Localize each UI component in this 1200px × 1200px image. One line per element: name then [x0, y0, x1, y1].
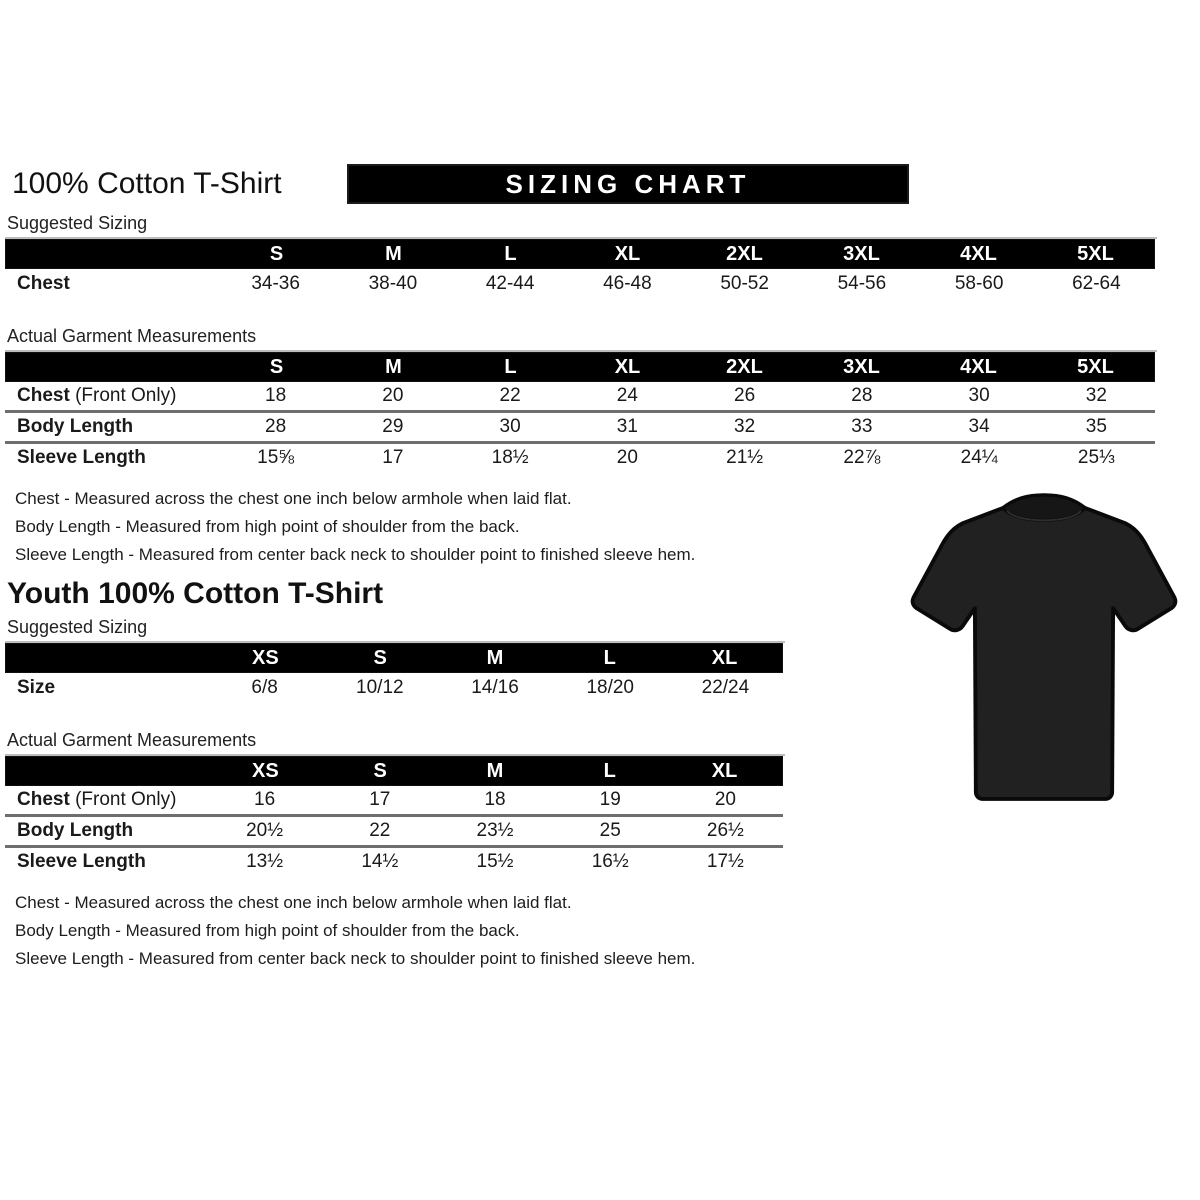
- cell-value: 50-52: [720, 273, 769, 294]
- cell-value: 31: [616, 416, 638, 437]
- cell-value: 32: [1085, 385, 1107, 406]
- column-header: XL: [711, 646, 738, 669]
- adult-actual-header-row: [5, 352, 1155, 382]
- adult-suggested-header-row: [5, 239, 1155, 269]
- cell-value: 22: [499, 385, 521, 406]
- cell-value: 30: [499, 416, 521, 437]
- cell-value: 34-36: [251, 273, 300, 294]
- cell-value: 14½: [361, 851, 399, 872]
- column-header: 4XL: [960, 242, 997, 265]
- column-header: XL: [614, 242, 641, 265]
- column-header: 5XL: [1077, 242, 1114, 265]
- table-row-sleeve-length: [5, 845, 783, 876]
- cell-value: 14/16: [471, 677, 519, 698]
- row-label: Size: [17, 677, 56, 698]
- row-label: [5, 789, 207, 811]
- tshirt-icon: [898, 484, 1190, 816]
- note-body-length: Body Length - Measured from high point of shoulder from the back.: [15, 517, 520, 536]
- cell-value: 19: [599, 789, 621, 810]
- sizing-chart-banner: SIZING CHART: [347, 164, 909, 204]
- note-chest: Chest - Measured across the chest one inch below armhole when laid flat.: [15, 893, 572, 912]
- cell-value: 10/12: [356, 677, 404, 698]
- black-tshirt-image: [898, 484, 1190, 816]
- cell-value: 18½: [491, 447, 529, 468]
- table-row-chest: [5, 269, 1155, 299]
- column-header: L: [504, 242, 517, 265]
- adult-actual-rows: [5, 382, 1155, 472]
- column-header: S: [373, 759, 387, 782]
- column-header: 2XL: [726, 355, 763, 378]
- header-row: [5, 164, 1165, 204]
- cell-value: 32: [734, 416, 756, 437]
- note-chest: Chest - Measured across the chest one inch below armhole when laid flat.: [15, 489, 572, 508]
- cell-value: 21½: [726, 447, 764, 468]
- adult-actual-measurements-table: [5, 352, 1155, 472]
- row-label: Body Length: [17, 820, 134, 841]
- cell-value: 22⅞: [843, 447, 881, 468]
- table-row-body-length: [5, 410, 1155, 441]
- cell-value: 24¼: [960, 447, 998, 468]
- column-header: XL: [711, 759, 738, 782]
- cell-value: 28: [265, 416, 287, 437]
- column-header: S: [269, 355, 284, 378]
- cell-value: 46-48: [603, 273, 652, 294]
- youth-measurement-notes: [15, 889, 1165, 973]
- table-row-chest-front-only: [5, 786, 783, 814]
- adult-actual-measurements-label: Actual Garment Measurements: [5, 324, 1157, 352]
- cell-value: 26: [734, 385, 756, 406]
- column-header: L: [603, 759, 616, 782]
- row-label: Body Length: [17, 416, 134, 437]
- cell-value: 62-64: [1072, 273, 1121, 294]
- row-label: Sleeve Length: [17, 447, 146, 468]
- note-body-length: Body Length - Measured from high point of shoulder from the back.: [15, 921, 520, 940]
- cell-value: 17½: [706, 851, 744, 872]
- row-label-text: Chest: [17, 385, 70, 406]
- adult-suggested-sizing-table: [5, 239, 1155, 299]
- cell-value: 24: [616, 385, 638, 406]
- note-sleeve-length: Sleeve Length - Measured from center back neck to shoulder point to finished sleeve hem.: [15, 545, 696, 564]
- cell-value: 17: [369, 789, 391, 810]
- cell-value: 28: [851, 385, 873, 406]
- column-header: S: [373, 646, 387, 669]
- cell-value: 20: [714, 789, 736, 810]
- cell-value: 15½: [476, 851, 514, 872]
- cell-value: 35: [1085, 416, 1107, 437]
- youth-suggested-sizing-table: [5, 643, 783, 703]
- cell-value: 58-60: [954, 273, 1004, 294]
- table-row-sleeve-length: [5, 441, 1155, 472]
- column-header: 4XL: [960, 355, 997, 378]
- cell-value: 22/24: [701, 677, 750, 698]
- cell-value: 18: [484, 789, 506, 810]
- cell-value: 17: [382, 447, 404, 468]
- cell-value: 20½: [246, 820, 284, 841]
- cell-value: 42-44: [485, 273, 535, 294]
- note-sleeve-length: Sleeve Length - Measured from center back neck to shoulder point to finished sleeve hem.: [15, 949, 696, 968]
- cell-value: 16½: [591, 851, 629, 872]
- cell-value: 18/20: [586, 677, 634, 698]
- row-label: Sleeve Length: [17, 851, 146, 872]
- cell-value: 38-40: [368, 273, 418, 294]
- column-header: 3XL: [843, 355, 880, 378]
- page-title: 100% Cotton T-Shirt: [12, 167, 282, 200]
- row-label: Chest: [17, 273, 70, 294]
- youth-actual-rows: [5, 786, 783, 876]
- cell-value: 25⅓: [1077, 447, 1115, 468]
- youth-suggested-sizing-label: Suggested Sizing: [5, 615, 785, 643]
- column-header: L: [603, 646, 616, 669]
- cell-value: 18: [265, 385, 287, 406]
- cell-value: 16: [254, 789, 276, 810]
- column-header: L: [504, 355, 517, 378]
- row-label: [5, 385, 217, 407]
- column-header: XS: [252, 646, 279, 669]
- table-row-body-length: [5, 814, 783, 845]
- adult-suggested-sizing-label: Suggested Sizing: [5, 211, 1157, 239]
- cell-value: 34: [968, 416, 990, 437]
- column-header: M: [385, 355, 402, 378]
- cell-value: 13½: [246, 851, 284, 872]
- cell-value: 25: [599, 820, 621, 841]
- cell-value: 22: [369, 820, 391, 841]
- cell-value: 6/8: [251, 677, 278, 698]
- column-header: 2XL: [726, 242, 763, 265]
- row-label-text: Chest: [17, 789, 70, 810]
- cell-value: 23½: [476, 820, 514, 841]
- column-header: M: [385, 242, 402, 265]
- cell-value: 20: [382, 385, 404, 406]
- column-header: 5XL: [1077, 355, 1114, 378]
- column-header: M: [486, 646, 504, 669]
- table-row-size: [5, 673, 783, 703]
- column-header: S: [269, 242, 284, 265]
- column-header: 3XL: [843, 242, 880, 265]
- youth-suggested-header-row: [5, 643, 783, 673]
- cell-value: 33: [851, 416, 873, 437]
- row-label-note: (Front Only): [75, 385, 177, 406]
- youth-section-title: Youth 100% Cotton T-Shirt: [7, 577, 384, 610]
- cell-value: 26½: [706, 820, 744, 841]
- row-label-note: (Front Only): [75, 789, 177, 810]
- table-row-chest-front-only: [5, 382, 1155, 410]
- youth-actual-measurements-label: Actual Garment Measurements: [5, 728, 785, 756]
- column-header: XS: [252, 759, 279, 782]
- cell-value: 15⅝: [257, 447, 295, 468]
- youth-actual-measurements-table: [5, 756, 783, 876]
- cell-value: 20: [616, 447, 638, 468]
- column-header: M: [486, 759, 504, 782]
- youth-actual-header-row: [5, 756, 783, 786]
- column-header: XL: [614, 355, 641, 378]
- cell-value: 54-56: [837, 273, 887, 294]
- cell-value: 30: [968, 385, 990, 406]
- cell-value: 29: [382, 416, 404, 437]
